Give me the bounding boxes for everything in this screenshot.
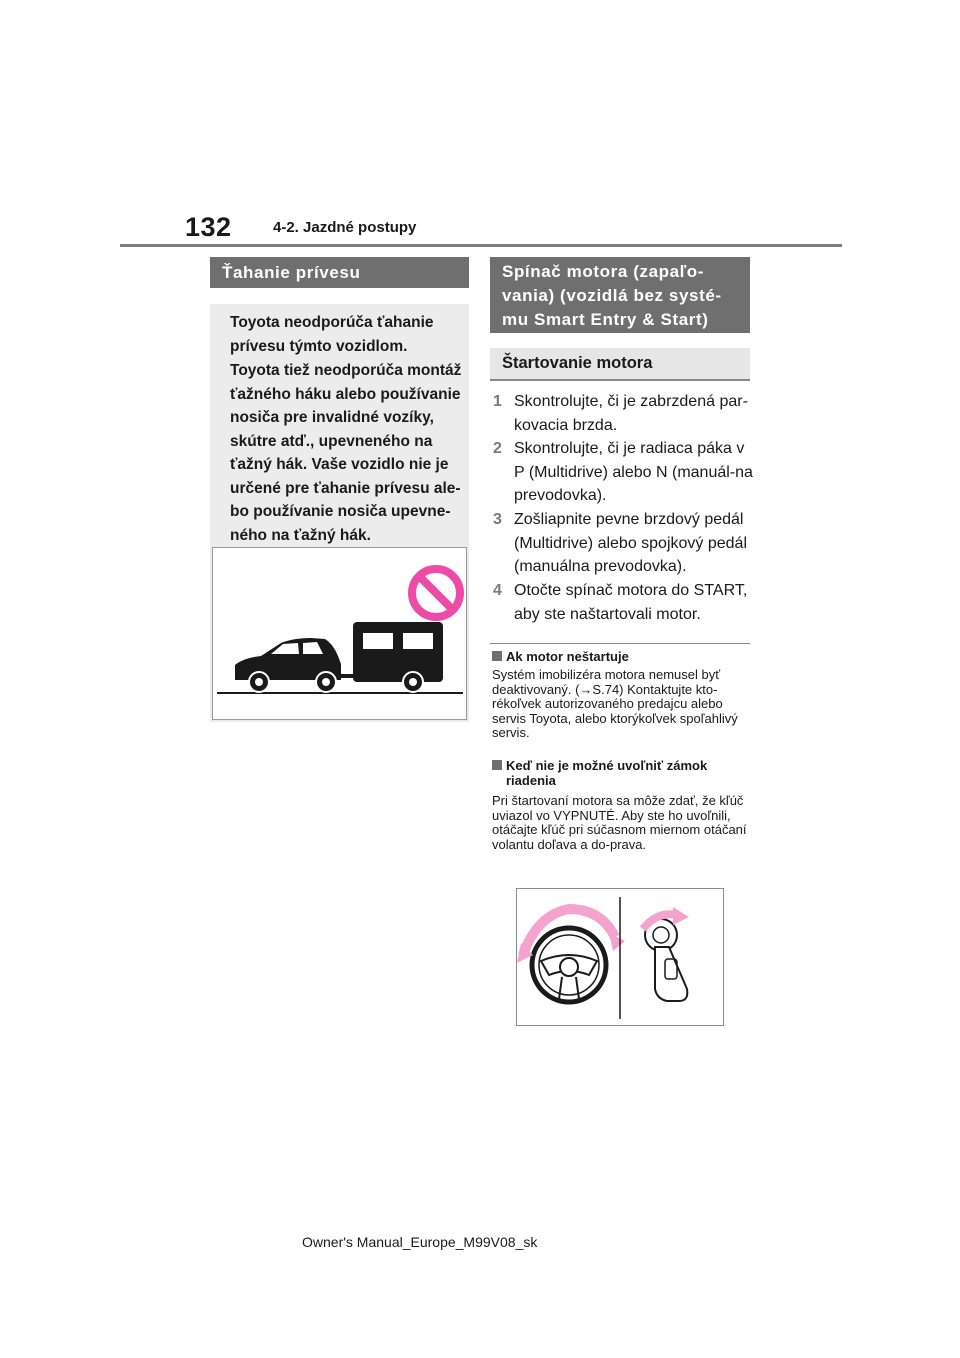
square-bullet-icon [492,651,502,661]
towing-illustration [212,547,467,720]
page-number: 132 [185,212,232,242]
section-title: 4-2. Jazdné postupy [273,219,417,236]
step-number: 2 [493,440,502,457]
step-4 [493,579,753,627]
note-title [492,649,752,664]
towing-warning-para1: Toyota neodporúča ťahanie prívesu týmto vozidlom. [230,314,434,355]
note-body: Pri štartovaní motora sa môže zdať, že kľúč uviazol vo VYPNUTÉ. Aby ste ho uvoľnili, otáčajte kľúč pri súčasnom miernom otáčaní volantu doľava a do-prava. [492,793,747,852]
footer-text: Owner's Manual_Europe_M99V08_sk [302,1234,538,1250]
step-3 [493,508,753,580]
step-text: Skontrolujte, či je zabrzdená par-kovacia brzda. [514,393,748,434]
square-bullet-icon [492,760,502,770]
steering-key-illustration [516,888,724,1026]
step-number: 1 [493,393,502,410]
step-text: Zošliapnite pevne brzdový pedál (Multidrive) alebo spojkový pedál (manuálna prevodovka). [514,511,747,575]
note-title [492,758,746,788]
step-number: 4 [493,582,502,599]
step-number: 3 [493,511,502,528]
steering-wheel-key-image [517,889,723,1025]
step-1 [493,390,753,438]
car-trailer-image [213,548,466,719]
ignition-heading: Spínač motora (zapaľo-vania) (vozidlá bez systé-mu Smart Entry & Start) [490,257,750,333]
note-body: Systém imobilizéra motora nemusel byť deaktivovaný. (→S.74) Kontaktujte kto-rékoľvek autorizovaného predajcu alebo servis Toyota, alebo ktorýkoľvek spoľahlivý servis. [492,667,738,740]
note-title-text: Keď nie je možné uvoľniť zámok riadenia [506,758,708,788]
step-2 [493,437,753,509]
engine-start-subheading: Štartovanie motora [490,348,750,381]
header-rule [120,244,842,247]
towing-warning-para2: Toyota tiež neodporúča montáž ťažného háku alebo používanie nosiča pre invalidné vozíky, skútre atď., upevneného na ťažný hák. Vaše vozidlo nie je určené pre ťahanie prívesu ale-bo používanie nosiča upevne-ného na ťažný hák. [230,362,462,544]
towing-heading: Ťahanie prívesu [210,257,469,288]
step-text: Skontrolujte, či je radiaca páka v P (Multidrive) alebo N (manuál-na prevodovka). [514,440,753,504]
ignition-key-icon [645,919,687,1001]
step-text: Otočte spínač motora do START, aby ste naštartovali motor. [514,582,748,623]
prohibition-sign-icon [412,569,460,617]
towing-warning-box [210,304,469,722]
car-image [235,638,341,692]
note-title-text: Ak motor neštartuje [506,649,629,664]
notes-divider [490,643,750,644]
steering-wheel-icon [532,928,606,1002]
trailer-image [353,622,443,692]
